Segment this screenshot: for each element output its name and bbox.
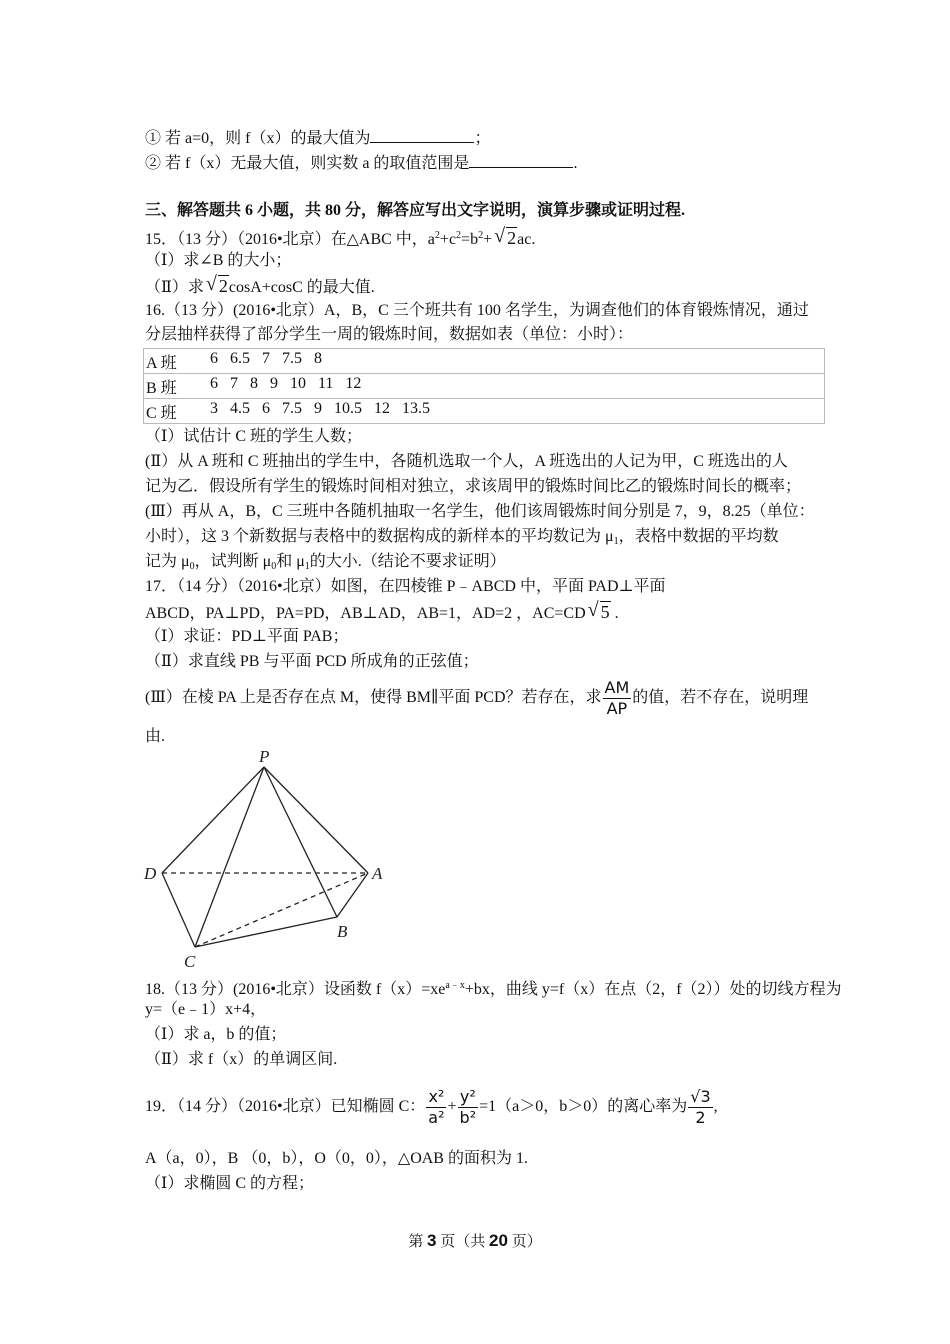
- q17-stem-line-1: 17．（14 分）（2016•北京）如图，在四棱锥 P﹣ABCD 中，平面 PAD⊥平面: [145, 578, 666, 595]
- sqrt-symbol: √ 2: [494, 227, 517, 251]
- q16-part-2-line-2: 记为乙．假设所有学生的锻炼时间相对独立，求该周甲的锻炼时间比乙的锻炼时间长的概率；: [145, 478, 802, 495]
- edge-pc: [195, 767, 264, 947]
- q14-item-1: [145, 126, 490, 150]
- q16-part-3-line-2: 小时），这 3 个新数据与表格中的数据构成的新样本的平均数记为 $\mu_1$，表格中数据的平均数: [145, 528, 779, 547]
- q19-stem-line-2: A（a，0），B （0，b），O（0，0），△OAB 的面积为 1.: [145, 1150, 528, 1167]
- q17-part-1: （Ⅰ）求证：PD⊥平面 PAB；: [145, 628, 349, 645]
- table-row: [144, 399, 825, 424]
- q16-part-3-line-3: 记为 $\mu_0$，试判断 $\mu_0$和 $\mu_1$的大小.（结论不要求证明）: [145, 553, 506, 572]
- table-row-label: B 班: [146, 379, 177, 397]
- vertex-label-a: A: [372, 864, 383, 883]
- page-number: 3: [427, 1231, 437, 1250]
- q14-item-1-text: ① 若 a=0，则 f（x）的最大值为: [145, 130, 371, 147]
- table-row: [144, 374, 825, 399]
- table-row-values: 6 6.5 7 7.5 8: [210, 349, 322, 367]
- vertex-label-d: D: [144, 864, 157, 883]
- q16-stem-line-2: 分层抽样获得了部分学生一周的锻炼时间，数据如表（单位：小时）：: [145, 326, 634, 343]
- vertex-label-b: B: [337, 922, 348, 941]
- sqrt-symbol: √ 5: [588, 601, 611, 625]
- q15-part-2: （Ⅱ）求√ 2cosA+cosC 的最大值.: [145, 275, 375, 299]
- q16-part-1: （Ⅰ）试估计 C 班的学生人数；: [145, 428, 362, 445]
- q16-part-2-line-1: (Ⅱ）从 A 班和 C 班抽出的学生中，各随机选取一个人，A 班选出的人记为甲，C 班选出的人: [145, 453, 788, 470]
- fraction-eccentricity: $\frac{√3}{2}$: [690, 1086, 711, 1127]
- edge-pb: [264, 767, 337, 917]
- q19-part-1: （Ⅰ）求椭圆 C 的方程；: [145, 1175, 314, 1192]
- edge-cb: [195, 917, 337, 947]
- section-heading: 三、解答题共 6 小题，共 80 分，解答应写出文字说明，演算步骤或证明过程.: [145, 202, 686, 219]
- edge-pd: [162, 767, 264, 873]
- edge-pa: [264, 767, 368, 873]
- q17-part-2: （Ⅱ）求直线 PB 与平面 PCD 所成角的正弦值；: [145, 653, 479, 670]
- fraction-y2-b2: $\frac{\text{y²}}{\text{b²}}$: [459, 1086, 477, 1127]
- edge-dc: [162, 873, 195, 947]
- q15-stem: 15．（13 分）（2016•北京）在△ABC 中，$a^2+c^2=b^2+√$ 2ac.: [145, 225, 535, 251]
- q15-part-1: （Ⅰ）求∠B 的大小；: [145, 252, 292, 269]
- q14-item-2: [145, 151, 577, 175]
- q18-part-2: （Ⅱ）求 f（x）的单调区间.: [145, 1051, 338, 1068]
- q17-part-3-end: 由.: [145, 728, 166, 745]
- answer-blank: [469, 151, 573, 168]
- vertex-label-p: P: [259, 747, 270, 766]
- q19-stem: 19．（14 分）（2016•北京）已知椭圆 C： $\frac{\text{x²}}{\text{a²}}$ + $\frac{\text{y²}}{\text{b²}}$ =1（a＞0，b＞0）的离心率为 $\frac{√3}{2}$ ,: [145, 1086, 718, 1127]
- q18-stem-line-1: 18.（13 分）(2016•北京）设函数 $f(x)=xe^{a﹣x}+bx$，曲线 y=f（x）在点（2，f（2））处的切线方程为: [145, 980, 842, 998]
- q17-part-3: (Ⅲ）在棱 PA 上是否存在点 M，使得 BM∥平面 PCD？若存在，求 $\frac{AM}{AP}$ 的值，若不存在，说明理: [145, 678, 809, 718]
- q14-item-2-end: .: [573, 155, 578, 172]
- table-row-values: 6 7 8 9 10 11 12: [210, 374, 362, 392]
- table-row: [144, 349, 825, 374]
- q18-stem-line-2: y=（e﹣1）x+4，: [145, 1001, 267, 1018]
- pyramid-figure: [140, 745, 400, 970]
- answer-blank: [370, 126, 474, 143]
- page-footer: 第 3 页（共 20 页）: [408, 1231, 542, 1250]
- sqrt-symbol: √ 2: [206, 275, 229, 299]
- q16-part-3-line-1: (Ⅲ）再从 A，B，C 三班中各随机抽取一名学生，他们该周锻炼时间分别是 7，9，8.25（单位：: [145, 503, 815, 520]
- fraction-x2-a2: $\frac{\text{x²}}{\text{a²}}$: [428, 1086, 445, 1127]
- q17-stem-line-2: ABCD，PA⊥PD，PA=PD，AB⊥AD，AB=1，AD=2 ，AC=CD√ 5 .: [145, 601, 619, 625]
- table-row-label: A 班: [146, 354, 177, 372]
- total-pages: 20: [489, 1231, 508, 1250]
- exercise-time-table: [143, 348, 825, 424]
- table-row-label: C 班: [146, 404, 177, 422]
- q16-stem-line-1: 16.（13 分）(2016•北京）A，B，C 三个班共有 100 名学生，为调查他们的体育锻炼情况，通过: [145, 302, 809, 319]
- q18-part-1: （Ⅰ）求 a，b 的值；: [145, 1026, 287, 1043]
- q14-item-1-end: ；: [474, 130, 491, 147]
- table-row-values: 3 4.5 6 7.5 9 10.5 12 13.5: [210, 399, 430, 417]
- vertex-label-c: C: [184, 952, 196, 970]
- fraction-am-ap: $\frac{AM}{AP}$: [604, 678, 630, 718]
- q14-item-2-text: ② 若 f（x）无最大值，则实数 a 的取值范围是: [145, 155, 470, 172]
